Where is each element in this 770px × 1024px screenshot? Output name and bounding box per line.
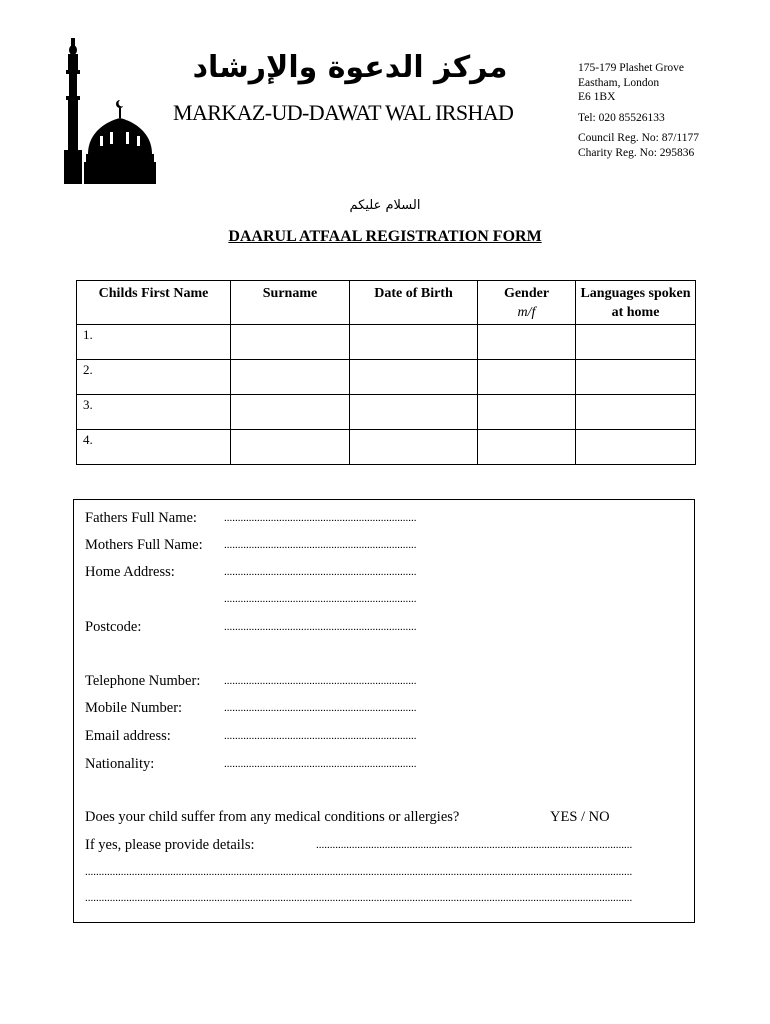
email-field[interactable]: ...................................................................... [224,730,417,742]
greeting: السلام عليكم [349,198,421,213]
home-address-label: Home Address: [85,564,175,580]
mother-name-label: Mothers Full Name: [85,537,203,553]
languages-cell[interactable] [576,360,696,395]
nationality-label: Nationality: [85,756,155,772]
row-number[interactable]: 4. [77,430,231,465]
nationality-field[interactable]: ...................................................................... [224,758,417,770]
gender-cell[interactable] [478,430,576,465]
row-number[interactable]: 1. [77,325,231,360]
home-address-field-2[interactable]: ...................................................................... [224,593,417,605]
header-languages: Languages spoken at home [576,281,696,325]
header-surname: Surname [231,281,350,325]
mobile-label: Mobile Number: [85,700,183,716]
org-name: MARKAZ-UD-DAWAT WAL IRSHAD [173,100,514,125]
languages-cell[interactable] [576,395,696,430]
address-line-3: E6 1BX [578,91,616,103]
gender-cell[interactable] [478,395,576,430]
charity-reg: Charity Reg. No: 295836 [578,146,695,159]
council-reg: Council Reg. No: 87/1177 [578,132,699,144]
mobile-field[interactable]: ...................................................................... [224,702,417,714]
languages-cell[interactable] [576,430,696,465]
gender-cell[interactable] [478,325,576,360]
postcode-field[interactable]: ...................................................................... [224,621,417,633]
table-row [77,430,696,465]
header-first-name: Childs First Name [77,281,231,325]
header-dob: Date of Birth [350,281,478,325]
mosque-logo [60,36,160,186]
address-line-1: 175-179 Plashet Grove [578,62,685,74]
medical-details-field-1[interactable]: ................................................................................................................... [316,839,633,851]
surname-cell[interactable] [231,430,350,465]
table-row [77,395,696,430]
father-name-field[interactable]: ...................................................................... [224,512,417,524]
dob-cell[interactable] [350,360,478,395]
address-line-2: Eastham, London [578,76,660,89]
father-name-label: Fathers Full Name: [85,510,197,526]
dob-cell[interactable] [350,395,478,430]
medical-details-field-2[interactable]: ....................................................................................................................................................................................................... [85,866,633,878]
header-gender-sub: m/f [517,305,536,320]
medical-details-label: If yes, please provide details: [85,837,255,853]
languages-cell[interactable] [576,325,696,360]
table-row [77,325,696,360]
email-label: Email address: [85,728,171,744]
header-gender-label: Gender [503,286,550,301]
dob-cell[interactable] [350,430,478,465]
contact-block [578,61,699,160]
surname-cell[interactable] [231,395,350,430]
form-title: DAARUL ATFAAL REGISTRATION FORM [228,228,542,245]
yes-no-option[interactable]: YES / NO [550,809,610,825]
surname-cell[interactable] [231,360,350,395]
arabic-org-title: مركز الدعوة والإرشاد [192,50,508,85]
telephone-label: Telephone Number: [85,673,201,689]
header-gender [478,281,576,325]
home-address-field-1[interactable]: ...................................................................... [224,566,417,578]
table-header-row [77,281,696,325]
surname-cell[interactable] [231,325,350,360]
mother-name-field[interactable]: ...................................................................... [224,539,417,551]
postcode-label: Postcode: [85,619,142,635]
children-table [76,280,696,465]
parent-details-box [73,499,695,923]
table-row [77,360,696,395]
medical-question: Does your child suffer from any medical conditions or allergies? [85,809,460,825]
dob-cell[interactable] [350,325,478,360]
medical-details-field-3[interactable]: ....................................................................................................................................................................................................... [85,892,633,904]
row-number[interactable]: 3. [77,395,231,430]
telephone-field[interactable]: ...................................................................... [224,675,417,687]
gender-cell[interactable] [478,360,576,395]
telephone: Tel: 020 85526133 [578,111,665,124]
row-number[interactable]: 2. [77,360,231,395]
